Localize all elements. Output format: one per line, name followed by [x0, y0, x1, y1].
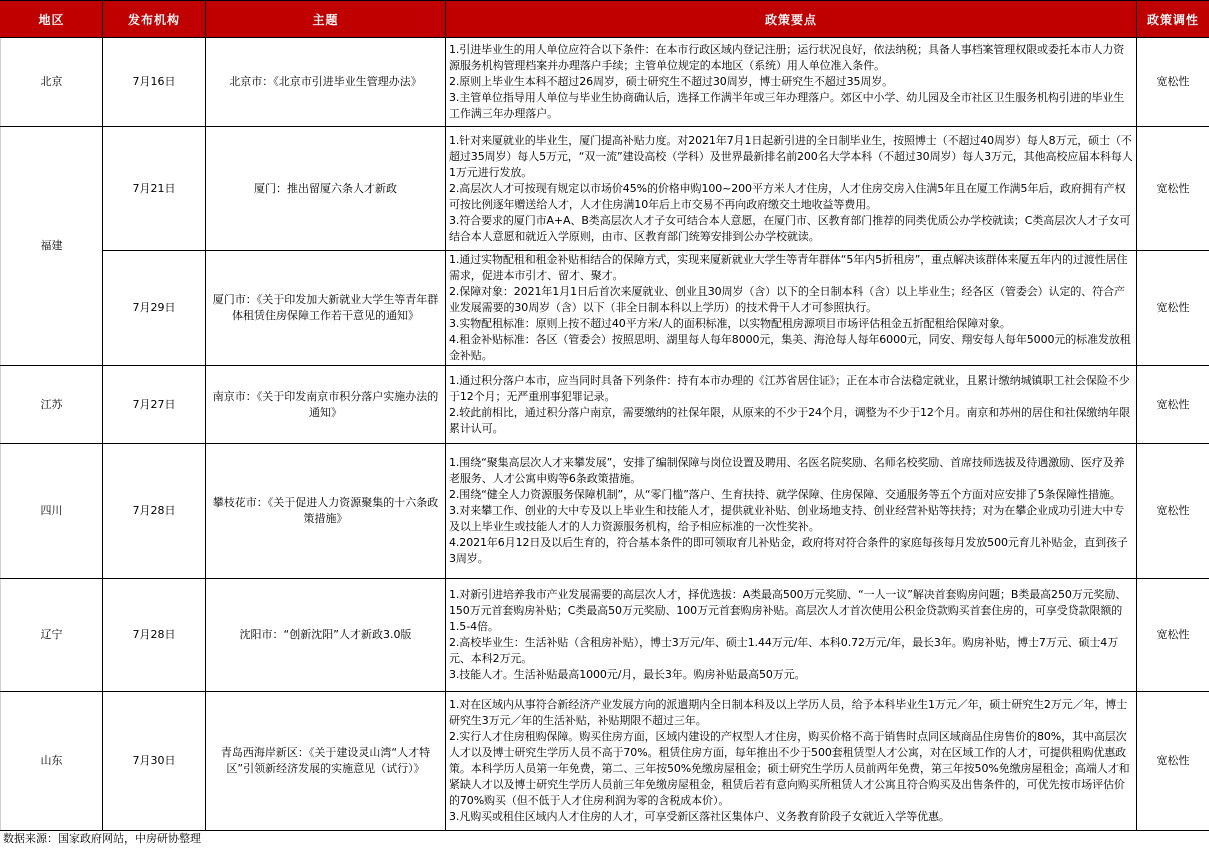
data-source-note: 数据来源：国家政府网站，中房研协整理	[3, 832, 201, 845]
key-point: 3.实物配租标准：原则上按不超过40平方米/人的面积标准，以实物配租房源项目市场评估租金五折配租给保障对象。	[449, 317, 1011, 330]
table-row-liaoning	[1, 579, 1209, 692]
region-cell: 辽宁	[1, 579, 103, 692]
column-header-publisher: 发布机构	[103, 1, 206, 38]
column-header-topic: 主题	[206, 1, 446, 38]
tone-cell: 宽松性	[1137, 38, 1209, 127]
column-header-tone: 政策调性	[1137, 1, 1209, 38]
topic-cell: 厦门：推出留厦六条人才新政	[206, 127, 446, 251]
key-point: 2.保障对象：2021年1月1日后首次来厦就业、创业且30周岁（含）以下的全日制本科（含）以上毕业生；经各区（管委会）认定的、符合产业发展需要的30周岁（含）以下（非全日制本科以上学历）的技术骨干人才可参照执行。	[449, 285, 1125, 314]
key-points-cell	[446, 251, 1137, 366]
key-point: 1.通过积分落户本市，应当同时具备下列条件：持有本市办理的《江苏省居住证》；正在本市合法稳定就业，且累计缴纳城镇职工社会保险不少于12个月；无严重刑事犯罪记录。	[449, 373, 1130, 403]
key-point: 2.高校毕业生：生活补贴（含租房补贴），博士3万元/年、硕士1.44万元/年、本科0.72万元/年，最长3年。购房补贴，博士7万元、硕士4万元、本科2万元。	[449, 636, 1119, 665]
date-cell: 7月21日	[103, 127, 206, 251]
region-cell: 山东	[1, 692, 103, 831]
key-point: 2.实行人才住房租购保障。购买住房方面，区域内建设的产权型人才住房，购买价格不高于销售时点同区域商品住房售价的80%，其中高层次人才以及博士研究生学历人员不高于70%。租赁住房方面，每年推出不少于500套租赁型人才公寓，对在区域工作的人才，可提供租购优惠政策。本科学历人员第一年免费，第二、三年按50%免缴房屋租金；硕士研究生学历人员前两年免费，第三年按50%免缴房屋租金；高端人才和紧缺人才以及博士研究生学历人员前三年免缴房屋租金，租赁后若有意向购买所租赁人才公寓且符合购买及出售条件的，可优先按市场评估价的70%购买（但不低于人才住房利润为零的含税成本价）。	[449, 730, 1130, 807]
table-row-jiangsu	[1, 366, 1209, 444]
key-points-cell	[446, 444, 1137, 579]
region-cell: 福建	[1, 127, 103, 366]
topic-cell: 攀枝花市：《关于促进人力资源聚集的十六条政策措施》	[206, 444, 446, 579]
key-point: 3.符合要求的厦门市A+A、B类高层次人才子女可结合本人意愿，在厦门市、区教育部门推荐的同类优质公办学校就读；C类高层次人才子女可结合本人意愿和就近入学原则，由市、区教育部门统筹安排到公办学校就读。	[449, 213, 1131, 243]
date-cell: 7月29日	[103, 251, 206, 366]
topic-cell: 南京市：《关于印发南京市积分落户实施办法的通知》	[206, 366, 446, 444]
region-cell: 北京	[1, 38, 103, 127]
key-points-cell	[446, 692, 1137, 831]
key-point: 1.围绕“聚集高层次人才来攀发展”，安排了编制保障与岗位设置及聘用、名医名院奖励、名师名校奖励、首席技师选拔及待遇激励、医疗及养老服务、人才公寓申购等6条政策措施。	[449, 456, 1125, 485]
key-point: 4.2021年6月12日及以后生育的，符合基本条件的即可领取育儿补贴金，政府将对符合条件的家庭每孩每月发放500元育儿补贴金，直到孩子3周岁。	[449, 536, 1128, 565]
key-point: 1.针对来厦就业的毕业生，厦门提高补贴力度。对2021年7月1日起新引进的全日制毕业生，按照博士（不超过40周岁）每人8万元，硕士（不超过35周岁）每人5万元，“双一流”建设高校（学科）及世界最新排名前200名大学本科（不超过30周岁）每人3万元，其他高校应届本科每人1万元进行发放。	[449, 133, 1133, 179]
date-cell: 7月28日	[103, 444, 206, 579]
topic-cell: 北京市：《北京市引进毕业生管理办法》	[206, 38, 446, 127]
date-cell: 7月28日	[103, 579, 206, 692]
table-row-sichuan	[1, 444, 1209, 579]
key-point: 3.对来攀工作、创业的大中专及以上毕业生和技能人才，提供就业补贴、创业场地支持、创业经营补贴等扶持；对为在攀企业成功引进大中专及以上毕业生或技能人才的人力资源服务机构，给予相应标准的一次性奖补。	[449, 504, 1125, 533]
date-cell: 7月27日	[103, 366, 206, 444]
region-cell: 江苏	[1, 366, 103, 444]
region-cell: 四川	[1, 444, 103, 579]
date-cell: 7月16日	[103, 38, 206, 127]
key-point: 4.租金补贴标准：各区（管委会）按照思明、湖里每人每年8000元，集美、海沧每人每年6000元，同安、翔安每人每年5000元的标准发放租金补贴。	[449, 333, 1131, 362]
key-points-cell	[446, 38, 1137, 127]
table-header-row	[1, 1, 1209, 38]
tone-cell: 宽松性	[1137, 366, 1209, 444]
key-point: 2.围绕“健全人力资源服务保障机制”，从“零门槛”落户、生育扶持、就学保障、住房保障、交通服务等五个方面对应安排了5条保障性措施。	[449, 488, 1121, 501]
topic-cell: 青岛西海岸新区：《关于建设灵山湾“人才特区”引领新经济发展的实施意见（试行）》	[206, 692, 446, 831]
table-row-fujian-2	[1, 251, 1209, 366]
key-point: 1.通过实物配租和租金补贴相结合的保障方式，实现来厦新就业大学生等青年群体“5年内5折租房”，重点解决该群体来厦五年内的过渡性居住需求，促进本市引才、留才、聚才。	[449, 253, 1128, 282]
table-row-fujian-1	[1, 127, 1209, 251]
key-point: 1.引进毕业生的用人单位应符合以下条件：在本市行政区域内登记注册；运行状况良好，依法纳税；具备人事档案管理权限或委托本市人力资源服务机构管理档案并办理落户手续；主管单位规定的本地区（系统）用人单位准入条件。	[449, 43, 1125, 72]
tone-cell: 宽松性	[1137, 579, 1209, 692]
key-point: 2.高层次人才可按现有规定以市场价45%的价格申购100~200平方米人才住房，人才住房交房入住满5年且在厦工作满5年后，政府拥有产权可按比例逐年赠送给人才，人才住房满10年后上市交易不再向政府缴交土地收益等费用。	[449, 181, 1126, 211]
table-row-beijing	[1, 38, 1209, 127]
key-points-cell	[446, 127, 1137, 251]
key-point: 1.对新引进培养我市产业发展需要的高层次人才，择优选拔：A类最高500万元奖励、“一人一议”解决首套购房问题；B类最高250万元奖励、150万元首套购房补贴；C类最高50万元奖励、100万元首套购房补贴。高层次人才首次使用公积金贷款购买首套住房的，可享受贷款限额的1.5-4倍。	[449, 588, 1127, 633]
tone-cell: 宽松性	[1137, 692, 1209, 831]
key-point: 2.较此前相比，通过积分落户南京，需要缴纳的社保年限，从原来的不少于24个月，调整为不少于12个月。南京和苏州的居住和社保缴纳年限累计认可。	[449, 405, 1130, 435]
tone-cell: 宽松性	[1137, 251, 1209, 366]
column-header-key-points: 政策要点	[446, 1, 1137, 38]
key-point: 1.对在区域内从事符合新经济产业发展方向的派遣期内全日制本科及以上学历人员，给予本科毕业生1万元／年，硕士研究生2万元／年，博士研究生3万元／年的生活补贴，补贴期限不超过三年。	[449, 698, 1128, 727]
topic-cell: 沈阳市：“创新沈阳”人才新政3.0版	[206, 579, 446, 692]
key-point: 3.技能人才。生活补贴最高1000元/月，最长3年。购房补贴最高50万元。	[449, 668, 806, 681]
key-point: 2.原则上毕业生本科不超过26周岁，硕士研究生不超过30周岁，博士研究生不超过35周岁。	[449, 75, 894, 88]
topic-cell: 厦门市：《关于印发加大新就业大学生等青年群体租赁住房保障工作若干意见的通知》	[206, 251, 446, 366]
key-point: 3.凡购买或租住区域内人才住房的人才，可享受新区落社区集体户、义务教育阶段子女就近入学等优惠。	[449, 810, 950, 823]
key-points-cell	[446, 366, 1137, 444]
tone-cell: 宽松性	[1137, 444, 1209, 579]
tone-cell: 宽松性	[1137, 127, 1209, 251]
key-point: 3.主管单位指导用人单位与毕业生协商确认后，选择工作满半年或三年办理落户。郊区中小学、幼儿园及全市社区卫生服务机构引进的毕业生工作满三年办理落户。	[449, 91, 1125, 120]
date-cell: 7月30日	[103, 692, 206, 831]
column-header-region: 地区	[1, 1, 103, 38]
table-row-shandong	[1, 692, 1209, 831]
key-points-cell	[446, 579, 1137, 692]
